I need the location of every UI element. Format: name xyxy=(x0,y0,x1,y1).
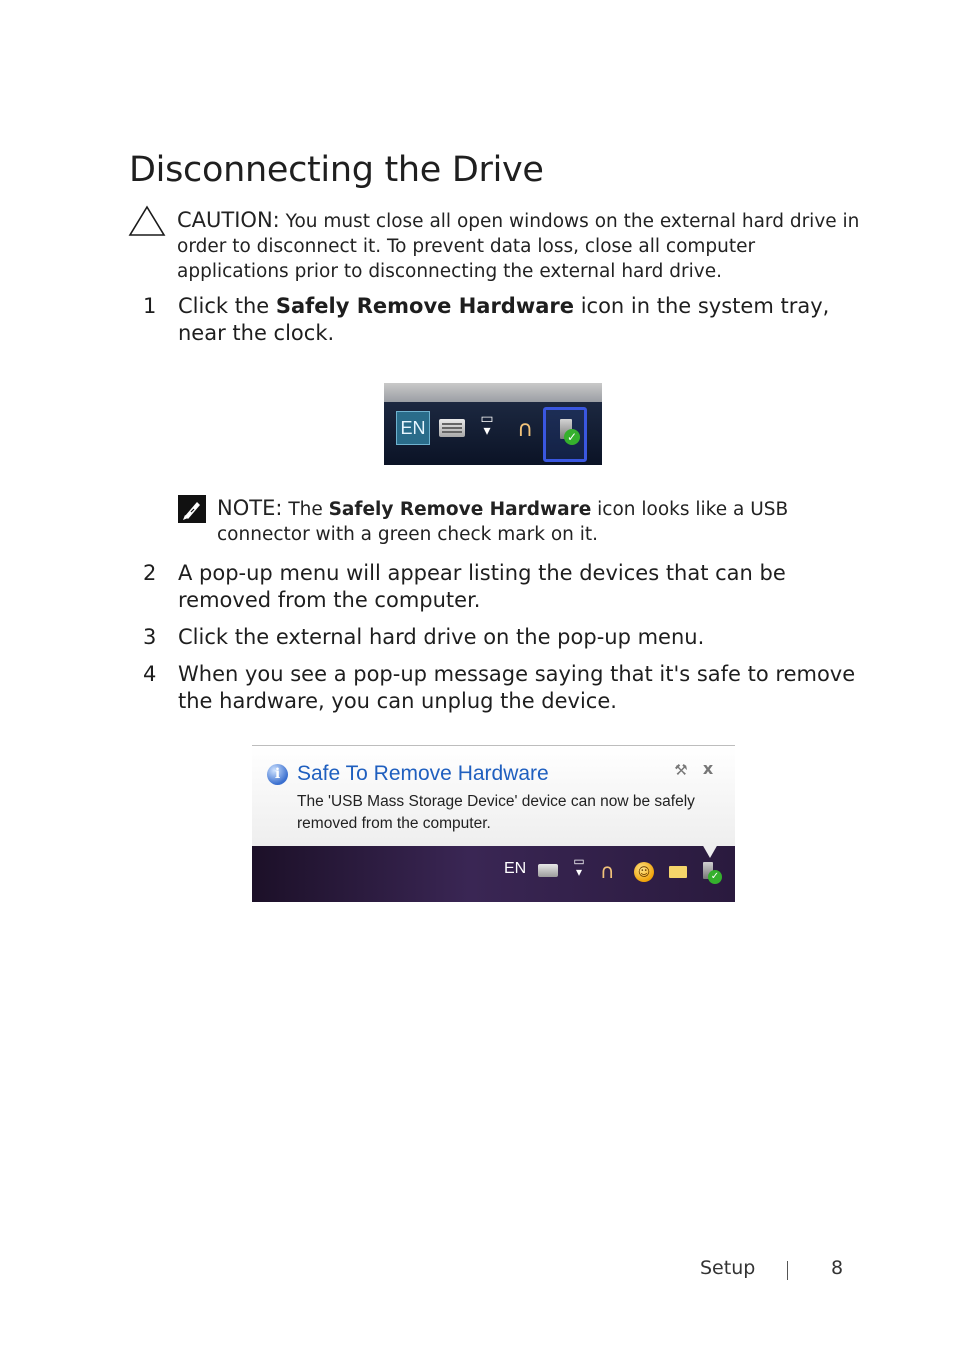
step-text: A pop-up menu will appear listing the devices that can be removed from the computer. xyxy=(178,561,786,612)
safe-remove-balloon-screenshot xyxy=(252,745,735,902)
page-title: Disconnecting the Drive xyxy=(129,150,544,190)
footer-divider xyxy=(787,1261,788,1280)
language-indicator: EN xyxy=(504,860,527,877)
footer-section: Setup xyxy=(700,1257,756,1279)
note-text: The Safely Remove Hardware icon looks like a USB connector with a green check mark on it. xyxy=(217,499,789,545)
wrench-icon: ⚒ xyxy=(674,761,688,779)
check-mark-icon: ✓ xyxy=(564,429,580,445)
page-number: 8 xyxy=(831,1257,844,1279)
keyboard-icon xyxy=(439,419,465,437)
step-text: Click the Safely Remove Hardware icon in the system tray, near the clock. xyxy=(178,294,830,345)
check-mark-icon: ✓ xyxy=(708,870,722,884)
taskbar xyxy=(252,846,735,902)
close-icon: x xyxy=(702,759,714,778)
keyboard-icon xyxy=(538,864,558,877)
language-indicator: EN xyxy=(396,411,430,445)
step-text: Click the external hard drive on the pop-up menu. xyxy=(178,625,705,649)
headset-icon: ∩ xyxy=(600,859,615,883)
caution-block xyxy=(177,208,867,284)
headset-icon: ∩ xyxy=(516,417,534,442)
step-number: 4 xyxy=(143,662,157,686)
note-block xyxy=(217,496,857,547)
balloon-title: Safe To Remove Hardware xyxy=(297,762,549,785)
monitor-arrow-icon: ▭ ▾ xyxy=(480,411,494,439)
step-text: When you see a pop-up message saying that it's safe to remove the hardware, you can unplug the device. xyxy=(178,662,856,713)
smiley-icon: ☺ xyxy=(634,862,654,882)
note-label: NOTE: xyxy=(217,496,283,520)
step-number: 3 xyxy=(143,625,157,649)
step-number: 2 xyxy=(143,561,157,585)
caution-text: You must close all open windows on the external hard drive in order to disconnect it. To prevent data loss, close all computer applications prior to disconnecting the external hard drive. xyxy=(177,211,860,282)
balloon-tail xyxy=(702,844,718,858)
balloon-message: The 'USB Mass Storage Device' device can now be safely removed from the computer. xyxy=(297,793,695,832)
caution-icon xyxy=(128,205,166,237)
caution-label: CAUTION: xyxy=(177,208,280,232)
step-number: 1 xyxy=(143,294,157,318)
note-icon xyxy=(178,495,206,523)
monitor-arrow-icon: ▭ ▾ xyxy=(573,854,585,879)
mail-icon xyxy=(669,866,687,878)
system-tray-screenshot xyxy=(384,383,602,465)
notification-balloon xyxy=(252,745,735,846)
info-icon: i xyxy=(267,764,288,785)
